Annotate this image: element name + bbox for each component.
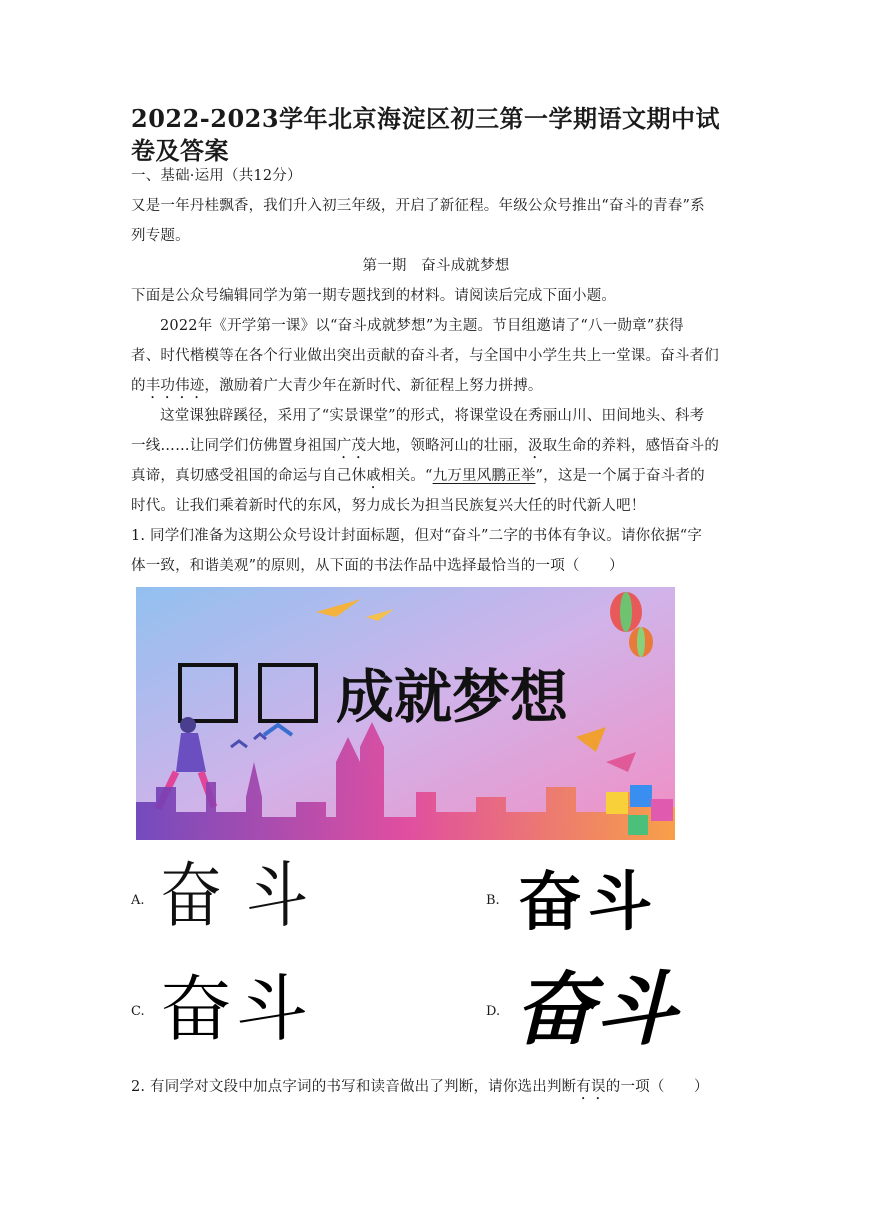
text-segment: 取生命的养料，感悟奋斗的 <box>542 438 720 454</box>
text-segment: 的 <box>131 378 146 394</box>
banner-graphic <box>136 587 675 840</box>
issue-title: 第一期 奋斗成就梦想 <box>362 258 510 274</box>
option-a-seal-script: 奋斗 <box>160 853 333 938</box>
jumping-person-icon <box>180 717 196 733</box>
intro-line-2: 列专题。 <box>131 228 190 244</box>
passage-1-line-3 <box>131 376 741 402</box>
option-c-label: C. <box>131 1004 145 1019</box>
dotted-term: 丰功伟迹 <box>145 378 205 394</box>
passage-1-line-1: 2022年《开学第一课》以“奋斗成就梦想”为主题。节目组邀请了“八一勋章”获得 <box>160 318 684 334</box>
intro-line-1: 又是一年丹桂飘香，我们升入初三年级，开启了新征程。年级公众号推出“奋斗的青春”系 <box>131 198 705 214</box>
passage-1-line-2: 者、时代楷模等在各个行业做出突出贡献的奋斗者，与全国中小学生共上一堂课。奋斗者们 <box>131 348 719 364</box>
banner-title-text: 成就梦想 <box>336 663 569 731</box>
text-segment: ”，这是一个属于奋斗者的 <box>535 468 705 484</box>
cube-icon <box>606 792 628 814</box>
option-b-bold-script: 奋斗 <box>518 866 658 940</box>
option-a-label: A. <box>131 893 145 908</box>
question-2 <box>131 1077 741 1103</box>
text-segment: 相关。“ <box>380 468 433 484</box>
option-d-running-script: 奋斗 <box>514 962 678 1056</box>
passage-2-line-4: 时代。让我们乘着新时代的东风，努力成长为担当民族复兴大任的时代新人吧！ <box>131 498 646 514</box>
option-c-regular-script: 奋斗 <box>160 970 313 1050</box>
option-d-label: D. <box>486 1004 501 1019</box>
option-b-label: B. <box>486 893 500 908</box>
material-intro: 下面是公众号编辑同学为第一期专题找到的材料。请阅读后完成下面小题。 <box>131 288 617 304</box>
dotted-term: 有误 <box>576 1079 606 1095</box>
text-segment: 一线……让同学们仿佛置身祖国 <box>131 438 337 454</box>
text-segment: ，激励着广大青少年在新时代、新征程上努力拼搏。 <box>204 378 543 394</box>
section-heading: 一、基础·运用（共12分） <box>131 168 302 184</box>
text-segment: 的一项（ ） <box>605 1079 709 1095</box>
question-1-line-2: 体一致，和谐美观”的原则，从下面的书法作品中选择最恰当的一项（ ） <box>131 558 624 574</box>
text-segment: 2. 有同学对文段中加点字词的书写和读音做出了判断，请你选出判断 <box>131 1079 577 1095</box>
dotted-term: 汲 <box>527 438 543 454</box>
text-segment: 大地，领略河山的壮丽， <box>366 438 528 454</box>
dotted-term: 广茂 <box>336 438 367 454</box>
underlined-quote: 九万里风鹏正举 <box>432 468 536 484</box>
cover-banner-image <box>136 587 675 840</box>
question-1-line-1: 1. 同学们准备为这期公众号设计封面标题，但对“奋斗”二字的书体有争议。请你依据“字 <box>131 528 703 544</box>
passage-2-line-2 <box>131 436 741 462</box>
passage-2-line-1: 这堂课独辟蹊径，采用了“实景课堂”的形式，将课堂设在秀丽山川、田间地头、科考 <box>160 408 705 424</box>
text-segment: 真谛，真切感受祖国的命运与自己休 <box>131 468 367 484</box>
passage-2-line-3 <box>131 466 741 492</box>
dotted-term: 戚 <box>366 468 381 484</box>
page-title: 2022-2023学年北京海淀区初三第一学期语文期中试卷及答案 <box>131 104 721 165</box>
